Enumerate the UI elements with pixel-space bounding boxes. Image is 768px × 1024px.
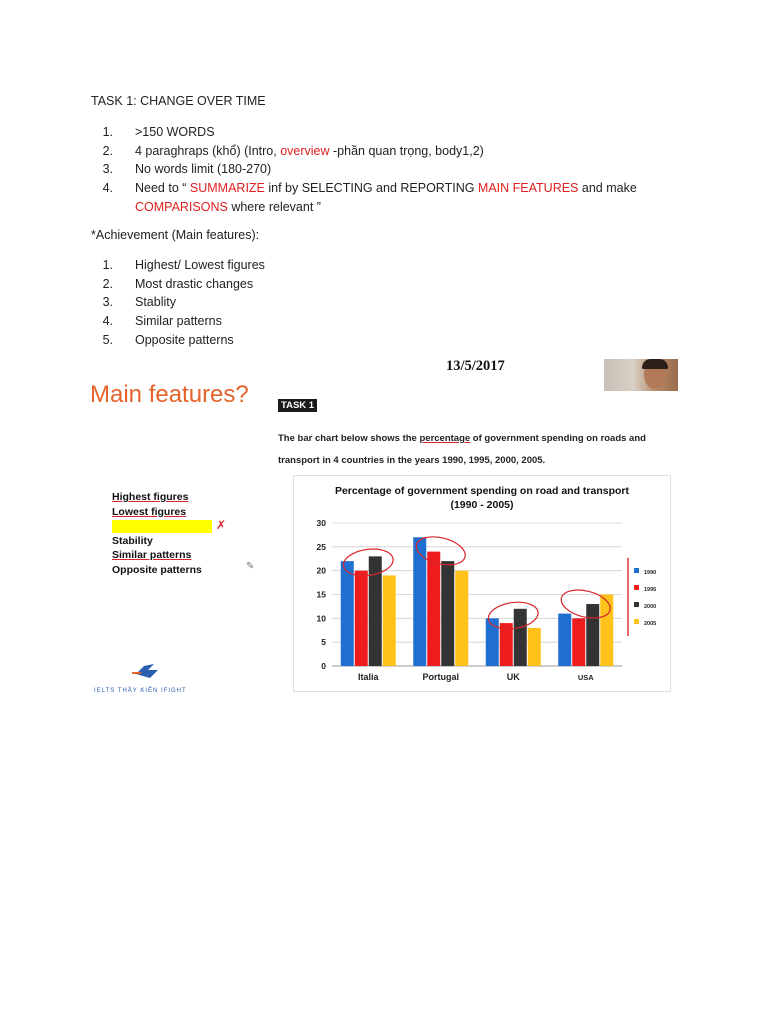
- x-tick-label: Portugal: [422, 672, 460, 682]
- feature-label: Stability: [112, 534, 153, 547]
- text-run: >150 WORDS: [135, 125, 215, 139]
- pencil-icon: ✎: [246, 561, 255, 572]
- slide-feature-item: [112, 534, 212, 549]
- embedded-slide-image: [90, 355, 680, 697]
- item-text: [135, 142, 484, 160]
- x-tick-label: UK: [506, 672, 520, 682]
- slide-feature-item: [112, 563, 212, 578]
- text-run: Need to “: [135, 181, 190, 195]
- chart-subtitle: (1990 - 2005): [450, 499, 514, 511]
- bar: [572, 618, 585, 666]
- item-text: [135, 123, 215, 141]
- y-tick-label: 15: [316, 589, 326, 600]
- task-badge: TASK 1: [278, 399, 317, 412]
- bar: [383, 575, 396, 666]
- highlighted-keyword: SUMMARIZE: [189, 181, 265, 195]
- feature-label: Highest figures: [112, 491, 189, 503]
- achievement-heading: *Achievement (Main features):: [91, 228, 260, 242]
- bar: [528, 628, 541, 666]
- item-text: Stablity: [135, 295, 176, 309]
- y-tick-label: 25: [316, 541, 326, 552]
- item-text: Most drastic changes: [135, 277, 254, 291]
- x-tick-label: USA: [577, 673, 594, 682]
- task-description: [278, 428, 668, 472]
- bar: [341, 561, 354, 666]
- desc-underlined: percentage: [419, 433, 471, 444]
- slide-feature-item: [112, 548, 212, 563]
- slide-feature-item: [112, 505, 212, 520]
- text-run: and make: [578, 181, 637, 195]
- y-tick-label: 10: [316, 613, 326, 624]
- text-run: where relevant ”: [227, 200, 321, 214]
- slide-title: Main features?: [90, 381, 249, 408]
- bar: [500, 623, 513, 666]
- bar: [427, 552, 440, 666]
- bar: [600, 595, 613, 667]
- item-number: 1.: [102, 258, 113, 272]
- feature-label: Opposite patterns: [112, 563, 202, 576]
- cross-mark-icon: ✗: [216, 518, 227, 533]
- bar: [413, 537, 426, 666]
- slide-features-list: [112, 490, 227, 578]
- bar-chart: [294, 476, 670, 691]
- logo-text: IELTS THẦY KIÊN IFIGHT: [94, 688, 187, 694]
- highlighted-keyword: MAIN FEATURES: [477, 181, 579, 195]
- desc-after: of government spending on roads and transport in 4 countries in the years 1990, 1995, 2000, 2005.: [278, 433, 646, 466]
- highlighted-keyword: COMPARISONS: [135, 200, 228, 214]
- slide-feature-item: [112, 490, 212, 505]
- text-run: -phần quan trọng, body1,2): [329, 144, 484, 158]
- bar: [514, 609, 527, 666]
- bar: [558, 614, 571, 666]
- legend-swatch: [634, 602, 639, 607]
- item-number: 2.: [102, 277, 113, 291]
- legend-label: 1990: [644, 570, 657, 576]
- text-run: inf by SELECTING and REPORTING: [264, 181, 478, 195]
- item-number: 1.: [102, 125, 113, 139]
- webcam-thumbnail: [604, 359, 678, 391]
- item-text: [135, 179, 637, 197]
- item-text: [135, 198, 321, 216]
- item-text: Opposite patterns: [135, 333, 234, 347]
- bar: [441, 561, 454, 666]
- bar: [455, 571, 468, 666]
- item-number: 4.: [102, 181, 113, 195]
- item-number: 3.: [102, 295, 113, 309]
- legend-label: 2005: [644, 621, 657, 627]
- item-number: 5.: [102, 333, 113, 347]
- legend-swatch: [634, 619, 639, 624]
- item-number: 3.: [102, 162, 113, 176]
- desc-before: The bar chart below shows the: [278, 433, 420, 444]
- item-text: Similar patterns: [135, 314, 222, 328]
- redacted-feature: [112, 518, 227, 534]
- doc-title: TASK 1: CHANGE OVER TIME: [91, 94, 266, 108]
- highlighted-keyword: overview: [280, 144, 330, 158]
- item-number: 4.: [102, 314, 113, 328]
- chart-frame: [293, 475, 671, 692]
- y-tick-label: 0: [321, 661, 326, 671]
- bar: [586, 604, 599, 666]
- slide-date: 13/5/2017: [446, 358, 505, 374]
- legend-swatch: [634, 585, 639, 590]
- item-text: Highest/ Lowest figures: [135, 258, 265, 272]
- text-run: 4 paraghraps (khổ) (Intro,: [135, 144, 281, 158]
- y-tick-label: 30: [316, 518, 326, 528]
- bar: [355, 571, 368, 666]
- feature-label: Lowest figures: [112, 505, 187, 518]
- item-number: 2.: [102, 144, 113, 158]
- yellow-highlight: [112, 520, 212, 533]
- legend-swatch: [634, 568, 639, 573]
- y-tick-label: 20: [316, 565, 326, 576]
- x-tick-label: Italia: [357, 672, 379, 682]
- text-run: No words limit (180-270): [135, 162, 272, 176]
- ifight-logo-icon: [130, 660, 170, 682]
- presenter-hair: [642, 359, 668, 369]
- y-tick-label: 5: [321, 637, 326, 648]
- item-text: [135, 160, 271, 178]
- feature-label: Similar patterns: [112, 549, 192, 562]
- legend-label: 2000: [644, 604, 657, 610]
- chart-title: Percentage of government spending on road and transport: [334, 485, 630, 497]
- legend-label: 1995: [644, 587, 657, 593]
